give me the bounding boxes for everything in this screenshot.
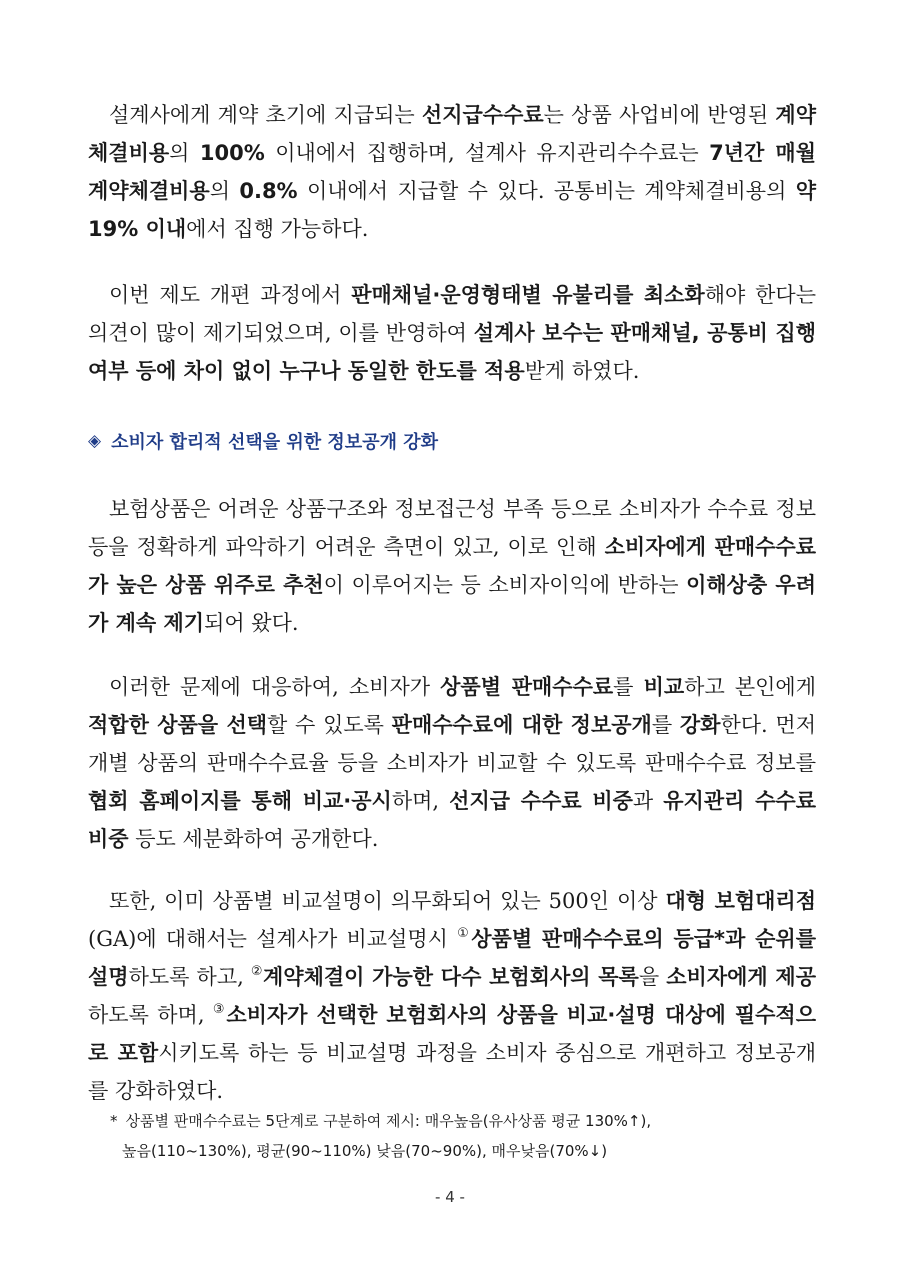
paragraph-comparative-explanation: 또한, 이미 상품별 비교설명이 의무화되어 있는 500인 이상 대형 보험대리점(GA)에 대해서는 설계사가 비교설명시 ①상품별 판매수수료의 등급*과 순위를 설명하도록 하고, ②계약체결이 가능한 다수 보험회사의 목록을 소비자에게 제공하도록 하며, ③소비자가 선택한 보험회사의 상품을 비교·설명 대상에 필수적으로 포함시키도록 하는 등 비교설명 과정을 소비자 중심으로 개편하고 정보공개를 강화하였다. <box>88 889 816 1103</box>
diamond-bullet-icon: ◈ <box>88 431 102 451</box>
paragraph-conflict-of-interest: 보험상품은 어려운 상품구조와 정보접근성 부족 등으로 소비자가 수수료 정보 등을 정확하게 파악하기 어려운 측면이 있고, 이로 인해 소비자에게 판매수수료가 높은 상품 위주로 추천이 이루어지는 등 소비자이익에 반하는 이해상충 우려가 계속 제기되어 왔다. <box>88 497 817 635</box>
paragraph-disclosure-measures: 이러한 문제에 대응하여, 소비자가 상품별 판매수수료를 비교하고 본인에게 적합한 상품을 선택할 수 있도록 판매수수료에 대한 정보공개를 강화한다. 먼저 개별 상품의 판매수수료율 등을 소비자가 비교할 수 있도록 판매수수료 정보를 협회 홈페이지를 통해 비교·공시하며, 선지급 수수료 비중과 유지관리 수수료 비중 등도 세분화하여 공개한다. <box>88 675 816 851</box>
page-number: - 4 - <box>435 1188 465 1206</box>
footnote: * 상품별 판매수수료는 5단계로 구분하여 제시: 매우높음(유사상품 평균 130%↑), 높음(110~130%), 평균(90~110%) 낮음(70~90%), 매우낮음(70%↓) <box>110 1112 652 1160</box>
section-title: 소비자 합리적 선택을 위한 정보공개 강화 <box>111 432 439 453</box>
paragraph-channel-equity: 이번 제도 개편 과정에서 판매채널·운영형태별 유불리를 최소화해야 한다는 의견이 많이 제기되었으며, 이를 반영하여 설계사 보수는 판매채널, 공통비 집행여부 등에 차이 없이 누구나 동일한 한도를 적용받게 하였다. <box>88 283 817 383</box>
paragraph-commission-limits: 설계사에게 계약 초기에 지급되는 선지급수수료는 상품 사업비에 반영된 계약체결비용의 100% 이내에서 집행하며, 설계사 유지관리수수료는 7년간 매월 계약체결비용의 0.8% 이내에서 지급할 수 있다. 공통비는 계약체결비용의 약 19% 이내에서 집행 가능하다. <box>88 103 816 241</box>
section-heading <box>88 428 438 454</box>
